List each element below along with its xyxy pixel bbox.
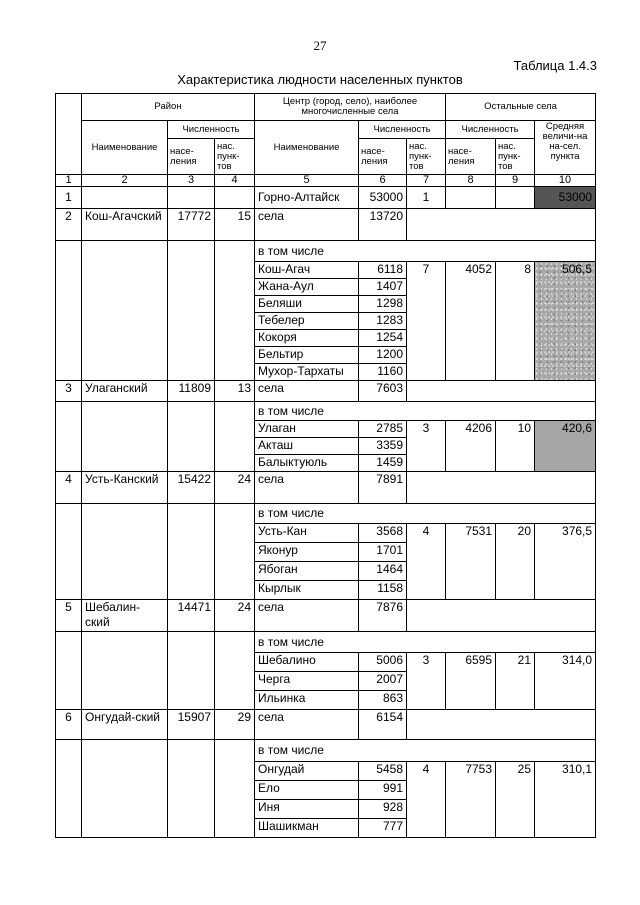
empty-cell: [82, 402, 168, 472]
empty-cell: [168, 187, 215, 209]
col-number: 1: [56, 175, 82, 187]
village-pop: 6118: [359, 262, 407, 279]
header-center: Центр (город, село), наиболее многочисленные села: [255, 94, 446, 121]
empty-cell: [215, 402, 255, 472]
village-pop: 5458: [359, 762, 407, 781]
empty-cell: [56, 402, 82, 472]
district-count: 29: [215, 710, 255, 740]
header-rayon: Район: [82, 94, 255, 121]
col-number: 10: [535, 175, 596, 187]
village-name: Кокоря: [255, 330, 359, 347]
district-name: Онгудай-ский: [82, 710, 168, 740]
empty-cell: [215, 504, 255, 600]
empty-cell: [407, 600, 596, 632]
empty-cell: [56, 740, 82, 838]
table-label: Таблица 1.4.3: [513, 58, 597, 73]
other-pop: 4206: [446, 421, 496, 472]
village-name: Бельтир: [255, 347, 359, 364]
empty-cell: [168, 632, 215, 710]
row-number: 4: [56, 472, 82, 504]
center-pop: 7876: [359, 600, 407, 632]
empty-cell: [407, 710, 596, 740]
center-name: села: [255, 710, 359, 740]
village-name: Кош-Агач: [255, 262, 359, 279]
empty-cell: [82, 740, 168, 838]
center-count: 1: [407, 187, 446, 209]
avg-value: 420,6: [535, 421, 596, 472]
row-number: 1: [56, 187, 82, 209]
empty-cell: [215, 187, 255, 209]
empty-cell: [407, 209, 596, 241]
header-nasel: насе-ления: [168, 139, 215, 175]
village-name: Шебалино: [255, 653, 359, 672]
other-count: 10: [496, 421, 535, 472]
other-count: 21: [496, 653, 535, 710]
avg-value: 506,5: [535, 262, 596, 381]
district-name: Улаганский: [82, 381, 168, 402]
empty-cell: [82, 632, 168, 710]
village-pop: 1464: [359, 562, 407, 581]
district-name: Усть-Канский: [82, 472, 168, 504]
village-pop: 863: [359, 691, 407, 710]
col-number: 8: [446, 175, 496, 187]
district-count: 13: [215, 381, 255, 402]
avg-value: 314,0: [535, 653, 596, 710]
village-pop: 3568: [359, 524, 407, 543]
row-number: 5: [56, 600, 82, 632]
empty-cell: [82, 187, 168, 209]
other-pop: 6595: [446, 653, 496, 710]
district-pop: 17772: [168, 209, 215, 241]
empty-cell: [215, 632, 255, 710]
avg-value: 376,5: [535, 524, 596, 600]
center-pop: 53000: [359, 187, 407, 209]
other-pop: 7753: [446, 762, 496, 838]
subtitle-row: в том числе: [255, 402, 596, 421]
empty-cell: [56, 632, 82, 710]
empty-cell: [82, 504, 168, 600]
other-pop: 4052: [446, 262, 496, 381]
header-avg: Средняя величи-на на-сел. пункта: [535, 121, 596, 175]
other-count: 20: [496, 524, 535, 600]
district-count: 24: [215, 472, 255, 504]
village-name: Черга: [255, 672, 359, 691]
center-name: села: [255, 209, 359, 241]
empty-cell: [168, 402, 215, 472]
village-pop: 777: [359, 819, 407, 838]
center-name: села: [255, 381, 359, 402]
district-name: Шебалин-ский: [82, 600, 168, 632]
village-name: Онгудай: [255, 762, 359, 781]
subtitle-row: в том числе: [255, 241, 596, 262]
header-other: Остальные села: [446, 94, 596, 121]
row-number: 6: [56, 710, 82, 740]
empty-cell: [168, 740, 215, 838]
center-pop: 6154: [359, 710, 407, 740]
other-count: 25: [496, 762, 535, 838]
other-pop: 7531: [446, 524, 496, 600]
empty-cell: [168, 504, 215, 600]
header-chisl: Численность: [359, 121, 446, 139]
header-name: Наименование: [255, 121, 359, 175]
row-number: 2: [56, 209, 82, 241]
village-pop: 2785: [359, 421, 407, 438]
page-number: 27: [313, 38, 327, 53]
col-number: 6: [359, 175, 407, 187]
village-pop: 2007: [359, 672, 407, 691]
village-name: Балыктуюль: [255, 455, 359, 472]
header-nasel: насе-ления: [359, 139, 407, 175]
village-name: Беляши: [255, 296, 359, 313]
col-number: 7: [407, 175, 446, 187]
empty-cell: [215, 740, 255, 838]
settlements-table: [55, 93, 596, 838]
table-title: Характеристика людности населенных пунктов: [177, 72, 463, 87]
center-pop: 7891: [359, 472, 407, 504]
village-pop: 1160: [359, 364, 407, 381]
header-nas-p: нас. пунк-тов: [496, 139, 535, 175]
header-nasel: насе-ления: [446, 139, 496, 175]
empty-cell: [168, 241, 215, 381]
center-pop: 7603: [359, 381, 407, 402]
village-name: Ело: [255, 781, 359, 800]
empty-cell: [407, 381, 596, 402]
district-pop: 11809: [168, 381, 215, 402]
village-name: Ябоган: [255, 562, 359, 581]
header-cell: [56, 94, 82, 175]
village-count: 3: [407, 653, 446, 710]
village-pop: 1459: [359, 455, 407, 472]
village-pop: 1701: [359, 543, 407, 562]
village-name: Ильинка: [255, 691, 359, 710]
empty-cell: [215, 241, 255, 381]
empty-cell: [446, 187, 496, 209]
village-pop: 1298: [359, 296, 407, 313]
header-nas-p: нас. пунк-тов: [215, 139, 255, 175]
village-pop: 1158: [359, 581, 407, 600]
col-number: 2: [82, 175, 168, 187]
other-count: 8: [496, 262, 535, 381]
village-name: Улаган: [255, 421, 359, 438]
district-count: 24: [215, 600, 255, 632]
village-count: 7: [407, 262, 446, 381]
header-chisl: Численность: [168, 121, 255, 139]
center-pop: 13720: [359, 209, 407, 241]
village-name: Яконур: [255, 543, 359, 562]
village-name: Тебелер: [255, 313, 359, 330]
subtitle-row: в том числе: [255, 504, 596, 524]
village-pop: 5006: [359, 653, 407, 672]
village-pop: 1254: [359, 330, 407, 347]
village-pop: 1283: [359, 313, 407, 330]
col-number: 4: [215, 175, 255, 187]
village-pop: 928: [359, 800, 407, 819]
empty-cell: [82, 241, 168, 381]
village-name: Шашикман: [255, 819, 359, 838]
district-pop: 15907: [168, 710, 215, 740]
header-chisl: Численность: [446, 121, 535, 139]
village-name: Усть-Кан: [255, 524, 359, 543]
district-pop: 15422: [168, 472, 215, 504]
village-count: 4: [407, 762, 446, 838]
row-number: 3: [56, 381, 82, 402]
subtitle-row: в том числе: [255, 740, 596, 762]
col-number: 5: [255, 175, 359, 187]
village-name: Кырлык: [255, 581, 359, 600]
col-number: 9: [496, 175, 535, 187]
empty-cell: [56, 241, 82, 381]
district-pop: 14471: [168, 600, 215, 632]
empty-cell: [56, 504, 82, 600]
empty-cell: [496, 187, 535, 209]
subtitle-row: в том числе: [255, 632, 596, 653]
village-name: Акташ: [255, 438, 359, 455]
avg-value: 310,1: [535, 762, 596, 838]
header-nas-p: нас. пунк-тов: [407, 139, 446, 175]
village-name: Иня: [255, 800, 359, 819]
village-pop: 3359: [359, 438, 407, 455]
district-count: 15: [215, 209, 255, 241]
village-pop: 1200: [359, 347, 407, 364]
village-name: Мухор-Тархаты: [255, 364, 359, 381]
center-name: села: [255, 600, 359, 632]
center-name: села: [255, 472, 359, 504]
village-count: 4: [407, 524, 446, 600]
avg-value: 53000: [535, 187, 596, 209]
village-name: Жана-Аул: [255, 279, 359, 296]
village-count: 3: [407, 421, 446, 472]
district-name: Кош-Агачский: [82, 209, 168, 241]
col-number: 3: [168, 175, 215, 187]
empty-cell: [407, 472, 596, 504]
center-name: Горно-Алтайск: [255, 187, 359, 209]
header-name: Наименование: [82, 121, 168, 175]
village-pop: 991: [359, 781, 407, 800]
village-pop: 1407: [359, 279, 407, 296]
